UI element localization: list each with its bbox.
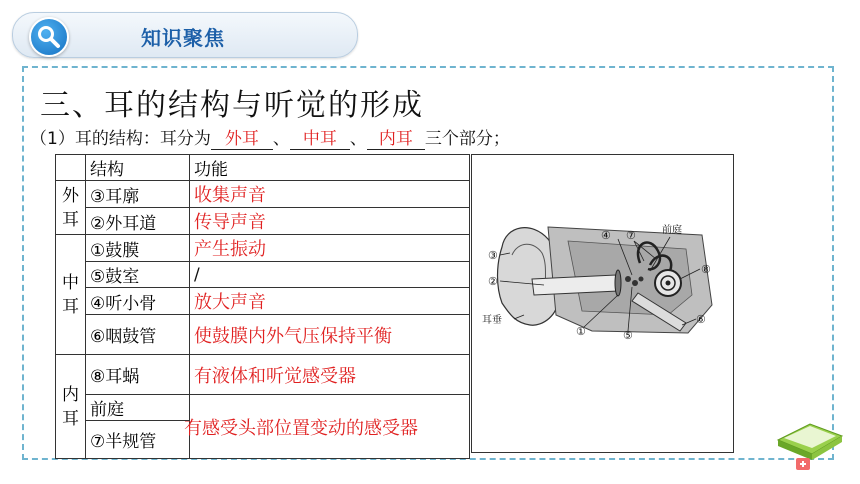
ear-structure-line	[30, 124, 510, 150]
section-header	[12, 12, 358, 58]
diagram-label-4: ④	[601, 229, 611, 242]
structure-cell: ④听小骨	[86, 288, 190, 315]
function-cell: 产生振动	[190, 235, 470, 262]
structure-cell: ⑥咽鼓管	[86, 315, 190, 355]
diagram-label-2: ②	[488, 275, 498, 288]
table-row	[56, 262, 470, 288]
region-outer-ear	[56, 181, 86, 235]
header-structure: 结构	[86, 155, 190, 181]
table-row	[56, 355, 470, 395]
diagram-label-1: ①	[576, 325, 586, 338]
structure-cell: ②外耳道	[86, 208, 190, 235]
function-cell: 传导声音	[190, 208, 470, 235]
ear-structure-table	[55, 154, 470, 459]
header-blank	[56, 155, 86, 181]
structure-suffix: 三个部分；	[424, 129, 510, 149]
table-row	[56, 395, 470, 421]
structure-prefix: （1）耳的结构：耳分为	[30, 129, 211, 149]
structure-cell: ⑦半规管	[86, 421, 190, 459]
structure-cell: ①鼓膜	[86, 235, 190, 262]
table-row	[56, 208, 470, 235]
diagram-label-7: ⑦	[626, 229, 636, 242]
search-icon	[29, 17, 69, 57]
table-row	[56, 181, 470, 208]
header-function: 功能	[190, 155, 470, 181]
function-text: 有感受头部位置变动的感受器	[184, 417, 418, 439]
diagram-label-6: ⑥	[696, 313, 706, 326]
function-cell: 使鼓膜内外气压保持平衡	[190, 315, 470, 355]
diagram-label-vestibule: 前庭	[662, 225, 682, 236]
header-title: 知识聚焦	[141, 26, 225, 50]
function-cell	[184, 395, 470, 459]
region-label: 内 耳	[62, 384, 79, 429]
table-row	[56, 235, 470, 262]
region-middle-ear	[56, 235, 86, 355]
separator: 、	[349, 129, 367, 149]
ear-anatomy-diagram	[472, 155, 733, 452]
function-cell: 收集声音	[190, 181, 470, 208]
book-icon	[770, 396, 850, 480]
region-label: 中 耳	[62, 272, 79, 317]
table-row	[56, 288, 470, 315]
table-header-row	[56, 155, 470, 181]
structure-cell: 前庭	[86, 395, 190, 421]
blank-inner-ear: 内耳	[367, 129, 425, 150]
section-title: 三、耳的结构与听觉的形成	[40, 88, 424, 123]
separator: 、	[272, 129, 290, 149]
blank-middle-ear: 中耳	[290, 129, 350, 150]
region-inner-ear	[56, 355, 86, 459]
ear-diagram-box	[471, 154, 734, 453]
function-cell: 放大声音	[190, 288, 470, 315]
table-row	[56, 315, 470, 355]
diagram-label-5: ⑤	[623, 329, 633, 342]
structure-cell: ⑧耳蜗	[86, 355, 190, 395]
function-cell: /	[190, 262, 470, 288]
diagram-label-8: ⑧	[701, 263, 711, 276]
function-cell: 有液体和听觉感受器	[190, 355, 470, 395]
region-label: 外 耳	[62, 185, 79, 230]
structure-cell: ③耳廓	[86, 181, 190, 208]
blank-outer-ear: 外耳	[211, 129, 273, 150]
diagram-label-3: ③	[488, 249, 498, 262]
diagram-label-earlobe: 耳垂	[482, 315, 502, 326]
structure-cell: ⑤鼓室	[86, 262, 190, 288]
